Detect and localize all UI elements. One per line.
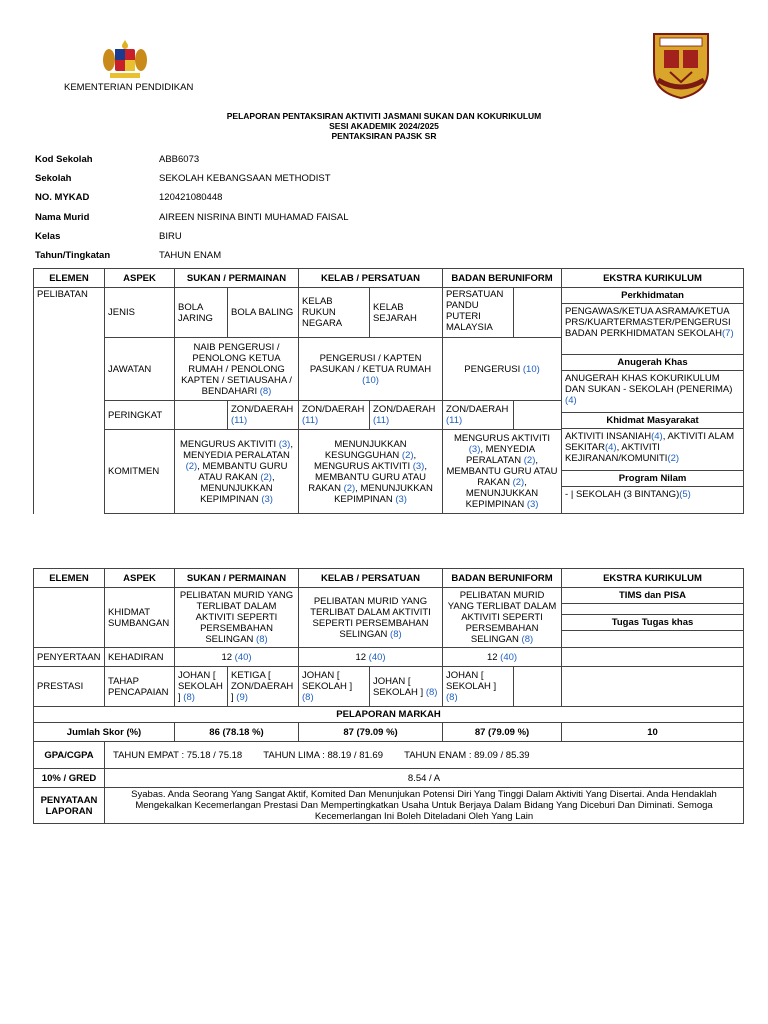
peringkat-kelab-2 — [370, 401, 443, 430]
perkhidmatan-score: (7) — [722, 328, 734, 339]
komitmen-badan — [443, 430, 562, 514]
kehadiran-kelab-text: 12 — [355, 651, 369, 663]
komitmen-badan-score-1: (3) — [468, 444, 481, 455]
peringkat-badan-1-score: (11) — [446, 415, 463, 426]
kehadiran-kelab-score: (40) — [368, 651, 386, 663]
khidmat-score-2: (4) — [604, 442, 617, 453]
col-sukan: SUKAN / PERMAINAN — [175, 569, 299, 588]
row-jenis — [34, 288, 744, 338]
penyertaan-prestasi-table — [33, 568, 744, 824]
komitmen-sukan-text-1: MENGURUS AKTIVITI — [180, 438, 279, 450]
penyataan-text: Syabas. Anda Seorang Yang Sangat Aktif, Komited Dan Menunjukan Potensi Diri Yang Tinggi Dalam Aktiviti Yang Disertai. Anda Hendaklah Mengekalkan Kecemerlangan Prestasi Dan Mempertingkatkan Usaha Untuk Berjaya Dalam Bidang Yang Diceburi Dan Diminati. Semoga Kecemerlangan Ini Boleh Diteladani Oleh Yang Lain — [105, 788, 744, 824]
peringkat-kelab-2-text: ZON/DAERAH — [373, 404, 436, 415]
jumlah-sukan: 86 (78.18 %) — [175, 723, 299, 742]
prestasi-kelab-2-score: (8) — [425, 686, 438, 698]
komitmen-kelab-score-3: (2) — [343, 482, 356, 494]
prestasi-sukan-1-text: JOHAN [ SEKOLAH ] — [178, 670, 223, 703]
prestasi-kelab-2-text: JOHAN [ SEKOLAH ] — [373, 675, 426, 698]
jawatan-badan-score: (10) — [522, 363, 540, 375]
jawatan-kelab — [299, 338, 443, 401]
komitmen-sukan-score-1: (3) — [278, 438, 291, 450]
jenis-kelab-2: KELAB SEJARAH — [370, 288, 443, 338]
row-khidmat — [34, 588, 744, 648]
prestasi-badan-1-text: JOHAN [ SEKOLAH ] — [446, 670, 497, 692]
col-badan: BADAN BERUNIFORM — [443, 269, 562, 288]
khidmat-score-3: (2) — [667, 453, 680, 464]
tims-value — [562, 604, 743, 615]
komitmen-kelab-text-1: MENUNJUKKAN KESUNGGUHAN — [324, 438, 407, 461]
prestasi-sukan-1 — [175, 667, 228, 707]
kehadiran-sukan — [175, 648, 299, 667]
aspek-komitmen: KOMITMEN — [105, 430, 175, 514]
khidmat-badan — [443, 588, 562, 648]
khidmat-kelab-score: (8) — [390, 628, 402, 640]
khidmat-value — [562, 429, 743, 471]
komitmen-kelab-text-4: , MENUNJUKKAN KEPIMPINAN — [334, 482, 433, 505]
kehadiran-sukan-score: (40) — [234, 651, 252, 663]
col-badan: BADAN BERUNIFORM — [443, 569, 562, 588]
info-row-nama — [35, 208, 349, 227]
kehadiran-badan-text: 12 — [486, 651, 501, 663]
info-label: Sekolah — [35, 173, 72, 185]
penyataan-label: PENYATAAN LAPORAN — [34, 788, 105, 824]
info-value: ABB6073 — [159, 154, 200, 166]
prestasi-ekstra-empty — [562, 667, 744, 707]
gpa-tahun-enam: TAHUN ENAM : 89.09 / 85.39 — [404, 749, 530, 761]
perkhidmatan-text: PENGAWAS/KETUA ASRAMA/KETUA PRS/KUARTERMASTER/PENGERUSI BADAN PERKHIDMATAN SEKOLAH — [565, 306, 731, 339]
gred-value: 8.54 / A — [105, 769, 744, 788]
info-row-kelas — [35, 227, 349, 246]
report-assessment: PENTAKSIRAN PAJSK SR — [331, 131, 437, 141]
khidmat-text-3: , AKTIVITI KEJIRANAN/KOMUNITI — [565, 442, 668, 464]
komitmen-kelab-score-1: (2) — [401, 449, 414, 461]
gpa-label: GPA/CGPA — [34, 742, 105, 769]
info-row-kod-sekolah — [35, 150, 349, 169]
ekstra-khidmat-panel — [562, 588, 744, 648]
tims-heading: TIMS dan PISA — [562, 588, 743, 604]
aspek-peringkat: PERINGKAT — [105, 401, 175, 430]
aspek-jenis: JENIS — [105, 288, 175, 338]
ekstra-panel — [562, 288, 744, 514]
peringkat-kelab-1 — [299, 401, 370, 430]
col-aspek: ASPEK — [105, 569, 175, 588]
row-jumlah — [34, 723, 744, 742]
info-row-tahun — [35, 246, 349, 265]
prestasi-kelab-2 — [370, 667, 443, 707]
komitmen-sukan-score-2: (2) — [185, 460, 198, 472]
kehadiran-kelab — [299, 648, 443, 667]
kehadiran-sukan-text: 12 — [221, 651, 235, 663]
gpa-tahun-lima: TAHUN LIMA : 88.19 / 81.69 — [263, 749, 383, 761]
jumlah-badan: 87 (79.09 %) — [443, 723, 562, 742]
khidmat-score-1: (4) — [651, 431, 663, 442]
col-sukan: SUKAN / PERMAINAN — [175, 269, 299, 288]
row-penyataan — [34, 788, 744, 824]
komitmen-badan-score-4: (3) — [526, 499, 539, 510]
prestasi-sukan-2-text: KETIGA [ ZON/DAERAH ] — [231, 670, 294, 703]
nilam-value — [562, 487, 743, 505]
aspek-pencapaian: TAHAP PENCAPAIAN — [105, 667, 175, 707]
komitmen-sukan — [175, 430, 299, 514]
peringkat-kelab-1-score: (11) — [302, 415, 319, 426]
markah-heading: PELAPORAN MARKAH — [34, 707, 744, 723]
komitmen-sukan-text-2: , MENYEDIA PERALATAN — [183, 438, 293, 461]
elemen-khidmat-empty — [34, 588, 105, 648]
info-value: SEKOLAH KEBANGSAAN METHODIST — [159, 173, 331, 185]
khidmat-sukan-text: PELIBATAN MURID YANG TERLIBAT DALAM AKTIVITI SEPERTI PERSEMBAHAN SELINGAN — [179, 590, 294, 645]
jawatan-sukan-score: (8) — [259, 385, 272, 397]
info-value: AIREEN NISRINA BINTI MUHAMAD FAISAL — [159, 211, 349, 223]
report-title: PELAPORAN PENTAKSIRAN AKTIVITI JASMANI SUKAN DAN KOKURIKULUM — [226, 111, 542, 121]
col-kelab: KELAB / PERSATUAN — [299, 569, 443, 588]
prestasi-sukan-1-score: (8) — [183, 692, 195, 703]
info-label: Kod Sekolah — [35, 154, 93, 166]
header-row — [34, 569, 744, 588]
prestasi-kelab-1-text: JOHAN [ SEKOLAH ] — [302, 670, 353, 692]
info-label: Kelas — [35, 230, 61, 242]
komitmen-badan-score-2: (2) — [523, 455, 536, 466]
gpa-values — [105, 742, 744, 769]
jenis-sukan-2: BOLA BALING — [228, 288, 299, 338]
gred-label: 10% / GRED — [34, 769, 105, 788]
jumlah-ekstra: 10 — [562, 723, 744, 742]
komitmen-sukan-text-4: , MENUNJUKKAN KEPIMPINAN — [200, 471, 275, 505]
khidmat-sukan-score: (8) — [256, 634, 268, 645]
report-session: SESI AKADEMIK 2024/2025 — [329, 121, 439, 131]
kehadiran-badan — [443, 648, 562, 667]
jenis-kelab-1: KELAB RUKUN NEGARA — [299, 288, 370, 338]
peringkat-sukan-1 — [175, 401, 228, 430]
khidmat-text-2: , AKTIVITI ALAM SEKITAR — [565, 431, 734, 453]
col-ekstra: EKSTRA KURIKULUM — [562, 269, 744, 288]
peringkat-kelab-2-score: (11) — [373, 415, 390, 426]
info-row-sekolah — [35, 169, 349, 188]
komitmen-sukan-text-3: , MEMBANTU GURU ATAU RAKAN — [197, 460, 288, 483]
prestasi-kelab-1 — [299, 667, 370, 707]
gpa-tahun-empat: TAHUN EMPAT : 75.18 / 75.18 — [113, 749, 243, 761]
perkhidmatan-heading: Perkhidmatan — [562, 288, 743, 304]
jenis-sukan-1: BOLA JARING — [175, 288, 228, 338]
peringkat-sukan-2-score: (11) — [231, 415, 248, 426]
tugas-heading: Tugas Tugas khas — [562, 615, 743, 631]
peringkat-sukan-2-text: ZON/DAERAH — [231, 404, 294, 415]
jawatan-sukan — [175, 338, 299, 401]
prestasi-badan-1 — [443, 667, 514, 707]
khidmat-badan-text: PELIBATAN MURID YANG TERLIBAT DALAM AKTIVITI SEPERTI PERSEMBAHAN SELINGAN — [447, 590, 557, 645]
komitmen-kelab-text-2: , MENGURUS AKTIVITI — [314, 449, 417, 472]
col-elemen: ELEMEN — [34, 269, 105, 288]
row-markah-heading — [34, 707, 744, 723]
nilam-heading: Program Nilam — [562, 471, 743, 487]
row-penyertaan — [34, 648, 744, 667]
prestasi-sukan-2 — [228, 667, 299, 707]
jumlah-label: Jumlah Skor (%) — [34, 723, 175, 742]
anugerah-value — [562, 371, 743, 413]
report-heading — [0, 111, 768, 141]
peringkat-badan-1-text: ZON/DAERAH — [446, 404, 509, 415]
info-label: NO. MYKAD — [35, 192, 90, 204]
komitmen-badan-score-3: (2) — [512, 477, 525, 488]
pelibatan-table — [33, 268, 744, 514]
coat-of-arms-logo — [100, 38, 150, 82]
anugerah-text: ANUGERAH KHAS KOKURIKULUM DAN SUKAN - SEKOLAH (PENERIMA) — [565, 373, 733, 395]
peringkat-kelab-1-text: ZON/DAERAH — [302, 404, 365, 415]
col-elemen: ELEMEN — [34, 569, 105, 588]
aspek-kehadiran: KEHADIRAN — [105, 648, 175, 667]
jawatan-kelab-score: (10) — [362, 374, 379, 386]
row-gpa — [34, 742, 744, 769]
info-value: TAHUN ENAM — [159, 250, 222, 262]
komitmen-badan-text-1: MENGURUS AKTIVITI — [453, 433, 551, 444]
prestasi-sukan-2-score: (9) — [236, 692, 248, 703]
student-info — [35, 150, 349, 265]
kehadiran-badan-score: (40) — [500, 651, 518, 663]
col-ekstra: EKSTRA KURIKULUM — [562, 569, 744, 588]
perkhidmatan-value — [562, 304, 743, 355]
kehadiran-ekstra-empty — [562, 648, 744, 667]
prestasi-badan-2-empty — [514, 667, 562, 707]
elemen-pelibatan: PELIBATAN — [34, 288, 105, 514]
khidmat-heading: Khidmat Masyarakat — [562, 413, 743, 429]
komitmen-badan-text-4: , MENUNJUKKAN KEPIMPINAN — [465, 477, 539, 510]
nilam-score: (5) — [679, 489, 691, 500]
jawatan-sukan-text: NAIB PENGERUSI / PENOLONG KETUA RUMAH / PENOLONG KAPTEN / SETIAUSAHA / BENDAHARI — [181, 341, 292, 397]
aspek-jawatan: JAWATAN — [105, 338, 175, 401]
peringkat-badan-1 — [443, 401, 514, 430]
ministry-name: KEMENTERIAN PENDIDIKAN — [64, 82, 194, 93]
khidmat-kelab — [299, 588, 443, 648]
prestasi-badan-1-score: (8) — [446, 692, 458, 703]
col-kelab: KELAB / PERSATUAN — [299, 269, 443, 288]
peringkat-sukan-2 — [228, 401, 299, 430]
info-row-mykad — [35, 188, 349, 207]
khidmat-badan-score: (8) — [521, 634, 534, 645]
row-prestasi — [34, 667, 744, 707]
anugerah-heading: Anugerah Khas — [562, 355, 743, 371]
komitmen-badan-text-2: , MENYEDIA PERALATAN — [466, 444, 536, 466]
jawatan-badan-text: PENGERUSI — [464, 363, 521, 375]
jenis-badan-1: PERSATUAN PANDU PUTERI MALAYSIA — [443, 288, 514, 338]
col-aspek: ASPEK — [105, 269, 175, 288]
info-value: 120421080448 — [159, 192, 223, 204]
komitmen-kelab-score-4: (3) — [395, 493, 407, 505]
komitmen-sukan-score-4: (3) — [261, 493, 273, 505]
komitmen-sukan-score-3: (2) — [260, 471, 272, 483]
elemen-penyertaan: PENYERTAAN — [34, 648, 105, 667]
info-label: Tahun/Tingkatan — [35, 250, 111, 262]
nilam-text: - | SEKOLAH (3 BINTANG) — [565, 489, 680, 500]
komitmen-kelab — [299, 430, 443, 514]
info-value: BIRU — [159, 230, 182, 242]
khidmat-kelab-text: PELIBATAN MURID YANG TERLIBAT DALAM AKTIVITI SEPERTI PERSEMBAHAN SELINGAN — [310, 595, 431, 640]
prestasi-kelab-1-score: (8) — [302, 692, 314, 703]
school-crest-logo — [650, 30, 712, 100]
komitmen-kelab-score-2: (3) — [412, 460, 425, 472]
jawatan-badan — [443, 338, 562, 401]
khidmat-sukan — [175, 588, 299, 648]
komitmen-kelab-text-3: , MEMBANTU GURU ATAU RAKAN — [308, 460, 427, 494]
anugerah-score: (4) — [565, 395, 577, 406]
jawatan-kelab-text: PENGERUSI / KAPTEN PASUKAN / KETUA RUMAH — [309, 352, 432, 375]
komitmen-badan-text-3: , MEMBANTU GURU ATAU RAKAN — [446, 455, 558, 488]
khidmat-text-1: AKTIVITI INSANIAH — [565, 431, 652, 442]
row-gred — [34, 769, 744, 788]
aspek-khidmat: KHIDMAT SUMBANGAN — [105, 588, 175, 648]
jenis-badan-2 — [514, 288, 562, 338]
header-row — [34, 269, 744, 288]
info-label: Nama Murid — [35, 211, 90, 223]
peringkat-badan-2 — [514, 401, 562, 430]
elemen-prestasi: PRESTASI — [34, 667, 105, 707]
jumlah-kelab: 87 (79.09 %) — [299, 723, 443, 742]
